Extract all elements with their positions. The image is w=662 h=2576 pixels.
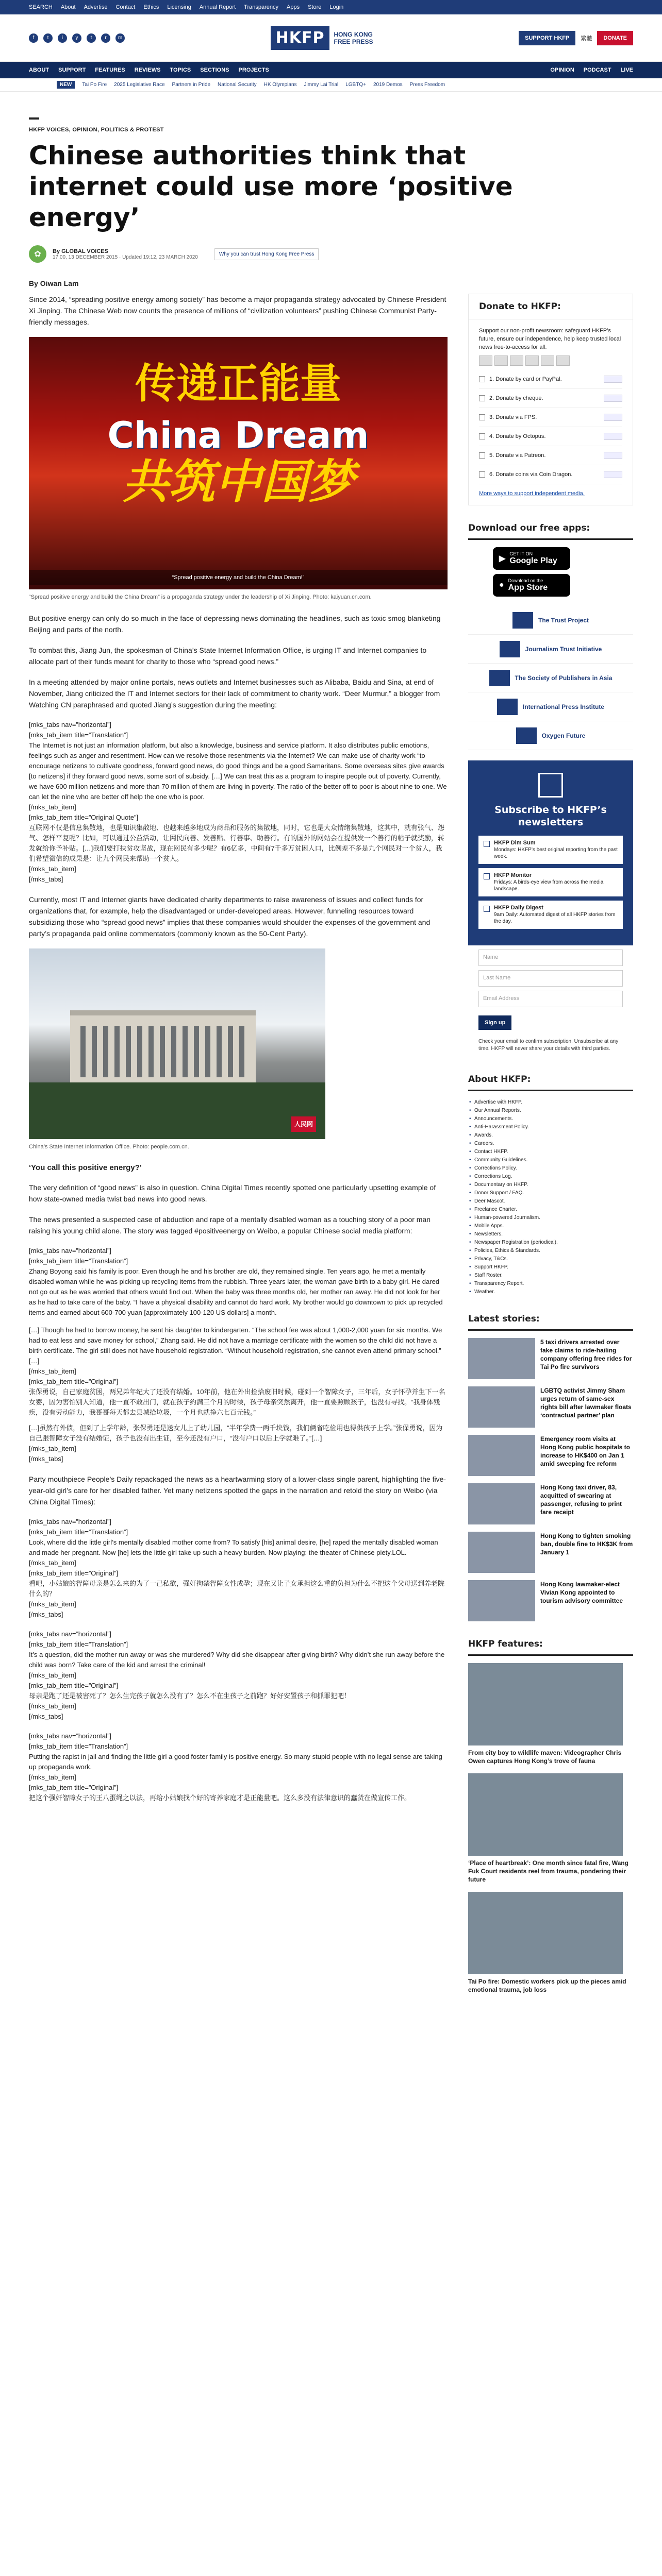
nav-reviews[interactable]: REVIEWS — [134, 67, 161, 73]
about-link[interactable]: • Newspaper Registration (periodical). — [468, 1239, 633, 1247]
trending-link[interactable]: HK Olympians — [263, 82, 297, 88]
checkbox-icon — [484, 841, 490, 847]
building-shape — [70, 1010, 256, 1093]
latest-title: Latest stories: — [468, 1309, 633, 1331]
masthead-actions — [519, 31, 633, 45]
topbar-contact[interactable]: Contact — [115, 4, 136, 10]
about-link[interactable]: • Privacy, T&Cs. — [468, 1255, 633, 1263]
trending-link[interactable]: LGBTQ+ — [345, 82, 366, 88]
shortcode-line: [mks_tabs nav=”horizontal”] — [29, 1630, 112, 1638]
newsletter-option-text — [494, 840, 618, 860]
shortcode-line: [mks_tab_item title=”Original”] — [29, 1378, 119, 1385]
apple-icon: ● — [499, 581, 504, 589]
newsletter-option-text — [494, 872, 618, 892]
newsletter-option[interactable] — [478, 836, 623, 864]
newsletter-option-text — [494, 905, 618, 925]
donate-option[interactable] — [479, 370, 622, 389]
story-thumbnail — [468, 1532, 535, 1573]
shortcode-line: [mks_tab_item title=”Translation”] — [29, 1528, 128, 1536]
oxygen-icon — [516, 727, 537, 744]
trending-link[interactable]: 2025 Legislative Race — [114, 82, 165, 88]
about-title: About HKFP: — [468, 1069, 633, 1091]
shortcode-line: [mks_tab_item title=”Original Quote”] — [29, 814, 139, 821]
social-links — [29, 33, 125, 43]
language-toggle[interactable]: 繁體 — [581, 35, 592, 42]
checkbox-icon — [479, 471, 485, 478]
donate-option[interactable] — [479, 427, 622, 446]
shortcode-line: [/mks_tab_item] — [29, 1773, 76, 1781]
feature-title: Tai Po fire: Domestic workers pick up the pieces amid emotional trauma, job loss — [468, 1978, 626, 1993]
quote-tabs-2 — [29, 1246, 448, 1464]
newsletter-box — [468, 760, 633, 945]
nav-podcast[interactable]: PODCAST — [583, 67, 611, 73]
app-store-text — [508, 578, 548, 592]
quote-original: […]虽然有外债，但到了上学年龄，张保勇还是送女儿上了幼儿园，“半年学费一两千块钱，我们俩省吃俭用也得供孩子上学。”张保勇说，因为自己跟智障女子没有结婚证，孩子也没有出生证，至今还没有户口，“没有户口以后上学就难了。”[…] — [29, 1424, 443, 1442]
trust-logo-label: The Society of Publishers in Asia — [515, 674, 613, 682]
trending-link[interactable]: 2019 Demos — [373, 82, 403, 88]
trust-logo[interactable] — [468, 664, 633, 692]
about-link[interactable]: • Newsletters. — [468, 1230, 633, 1239]
image-slogan-cn: 传递正能量 — [135, 360, 341, 408]
facebook-icon[interactable]: f — [29, 33, 38, 43]
email-field[interactable]: Email Address — [478, 991, 623, 1007]
topbar-search[interactable]: SEARCH — [29, 4, 53, 10]
quote-tabs-1 — [29, 720, 448, 885]
newsletter-option[interactable] — [478, 868, 623, 896]
youtube-icon[interactable]: y — [72, 33, 81, 43]
trending-bar — [0, 78, 662, 92]
quote-tabs-3 — [29, 1517, 448, 1620]
paragraph: Currently, most IT and Internet giants have dedicated charity departments to raise awareness of issues and collect funds for organizations that, for example, help the disadvantaged or under-developed areas. However, funneling resources toward subsidizing those who “spread good news” implies that these companies would shoulder the expenses of the government and party’s propaganda paid online commentators (commonly known as the 50-Cent Party). — [29, 895, 431, 938]
story-title: Emergency room visits at Hong Kong public hospitals to increase to HK$400 on Jan 1 amid sweeping fee reform — [540, 1435, 630, 1467]
trust-logo-label: Oxygen Future — [541, 732, 586, 739]
about-link[interactable]: • Announcements. — [468, 1115, 633, 1123]
checkbox-icon — [479, 414, 485, 420]
donate-option[interactable] — [479, 446, 622, 465]
feature-story[interactable] — [468, 1892, 633, 1994]
donate-option-label: 4. Donate by Octopus. — [489, 433, 546, 439]
latest-story[interactable] — [468, 1338, 633, 1379]
newsletter-desc: Mondays: HKFP’s best original reporting from the past week. — [494, 847, 618, 859]
topbar-licensing[interactable]: Licensing — [167, 4, 191, 10]
about-link[interactable]: • Documentary on HKFP. — [468, 1181, 633, 1189]
topbar-about[interactable]: About — [60, 4, 76, 10]
quote-original: 互联网不仅是信息集散地，也是知识集散地、也越来越多地成为商品和服务的集散地，同时，它也是大众情绪集散地，这其中，就有张气、怨气、怎样平复呢？比如，可以通过公益活动，让网民向善、发善贴、行善事、助善行。有的国外的网站会在提供发一个善行的帖子就奖励，转发就给你予补贴。[…]我们要打扶贫攻坚战，现在网民有多少呢？有6亿多，中间有7千多万贫困人口，比例差不多是九个网民对一个贫人，我们希望微信的成果是：让九个网民来帮助一个贫人。 — [29, 824, 445, 862]
app-store-badge[interactable] — [493, 574, 570, 597]
shortcode-line: [mks_tab_item title=”Translation”] — [29, 731, 128, 739]
topbar-annual-report[interactable]: Annual Report — [199, 4, 236, 10]
trust-logo[interactable] — [468, 692, 633, 721]
trust-logo-label: Journalism Trust Initiative — [525, 645, 602, 653]
play-icon: ▶ — [499, 554, 506, 563]
shortcode-line: [/mks_tab_item] — [29, 1367, 76, 1375]
donate-box — [468, 294, 633, 505]
feature-story[interactable] — [468, 1773, 633, 1884]
new-badge: NEW — [57, 81, 75, 89]
latest-story[interactable] — [468, 1435, 633, 1476]
newsletter-desc: Fridays: A birds-eye view from across the media landscape. — [494, 879, 604, 892]
support-button[interactable]: SUPPORT HKFP — [519, 31, 575, 45]
quote-translation: Zhang Boyong said his family is poor. Even though he and his brother are old, they remained single. Ten years ago, he met a mentally disabled woman while he was picking up recycling items from the rubbish. Three years later, the woman gave birth to a baby girl. He dared not go out as he was worried that others would find out. When the baby was three months old, her mother ran away. He did not look for her as he had to take care of the baby. “I have a physical disability and cannot do hard work. My brother would go downtown to pick up recycled items and earned about 600-700 yuan [approximately 100-120 US dollars] a month. — [29, 1267, 443, 1316]
latest-story[interactable] — [468, 1580, 633, 1621]
nav-projects[interactable]: PROJECTS — [238, 67, 269, 73]
paypal-icon — [525, 355, 539, 366]
sidebar — [468, 294, 633, 2002]
newsletter-desc: 9am Daily: Automated digest of all HKFP stories from the day. — [494, 912, 616, 924]
topbar-store[interactable]: Store — [308, 4, 322, 10]
donate-option[interactable] — [479, 408, 622, 427]
shortcode-line: [mks_tabs nav=”horizontal”] — [29, 1732, 112, 1740]
feature-title: From city boy to wildlife maven: Videographer Chris Owen captures Hong Kong’s trove of fauna — [468, 1749, 622, 1765]
newsletter-name: HKFP Dim Sum — [494, 840, 536, 846]
about-link[interactable]: • Support HKFP. — [468, 1263, 633, 1272]
donate-option[interactable] — [479, 465, 622, 484]
amex-icon — [510, 355, 523, 366]
top-utility-bar — [0, 0, 662, 14]
google-play-badge[interactable] — [493, 547, 570, 570]
newsletter-title: Subscribe to HKFP’s newsletters — [494, 804, 607, 828]
logo-text — [334, 31, 373, 45]
article-byline: By Oiwan Lam — [29, 279, 79, 287]
donate-option-label: 5. Donate via Patreon. — [489, 452, 546, 459]
shortcode-line: [/mks_tab_item] — [29, 1671, 76, 1679]
topbar-login[interactable]: Login — [329, 4, 344, 10]
about-link[interactable]: • Community Guidelines. — [468, 1156, 633, 1164]
nav-about[interactable]: ABOUT — [29, 67, 49, 73]
image-caption: China’s State Internet Information Office. Photo: people.com.cn. — [29, 1144, 189, 1150]
about-link[interactable]: • Advertise with HKFP. — [468, 1098, 633, 1107]
shortcode-line: [mks_tab_item title=”Original”] — [29, 1682, 119, 1689]
site-logo[interactable] — [271, 26, 373, 50]
nav-support[interactable]: SUPPORT — [58, 67, 86, 73]
name-field[interactable]: Name — [478, 950, 623, 966]
newsletter-note: Check your email to confirm subscription. Unsubscribe at any time. HKFP will never share your details with third parties. — [478, 1039, 619, 1052]
story-thumbnail — [468, 1435, 535, 1476]
shortcode-line: [/mks_tab_item] — [29, 803, 76, 811]
shortcode-line: [mks_tab_item title=”Translation”] — [29, 1742, 128, 1750]
trust-logo[interactable] — [468, 606, 633, 635]
trending-link[interactable]: Jimmy Lai Trial — [304, 82, 339, 88]
about-link[interactable]: • Careers. — [468, 1140, 633, 1148]
feature-image — [468, 1773, 623, 1856]
masthead — [0, 14, 662, 62]
jti-icon — [500, 641, 520, 657]
instagram-icon[interactable]: i — [58, 33, 67, 43]
payment-icon — [604, 452, 622, 459]
checkbox-icon — [479, 452, 485, 459]
topbar-apps[interactable]: Apps — [287, 4, 300, 10]
signup-button[interactable]: Sign up — [478, 1015, 511, 1030]
trust-logo[interactable] — [468, 635, 633, 664]
checkbox-icon — [484, 873, 490, 879]
content-layout — [0, 287, 662, 2002]
paragraph: Party mouthpiece People’s Daily repackaged the news as a heartwarming story of a lower-class single parent, highlighting the five-year-old girl’s care for her disabled father. Yet many netizens spotted the gaps in the narration and retold the story on Weibo (via China Digital Times): — [29, 1475, 446, 1506]
mastodon-icon[interactable]: m — [115, 33, 125, 43]
trust-logo-label: International Press Institute — [522, 703, 605, 710]
logo-mark: HKFP — [271, 26, 330, 50]
about-link[interactable]: • Anti-Harassment Policy. — [468, 1123, 633, 1131]
quote-translation: It’s a question, did the mother run away or was she murdered? Why did she disappear after giving birth? Why didn’t she run away before the child was born? Take care of the kid and arrest the criminal! — [29, 1651, 445, 1669]
about-link[interactable]: • Weather. — [468, 1288, 633, 1296]
more-ways-link[interactable]: More ways to support independent media. — [479, 490, 585, 497]
shortcode-line: [mks_tab_item title=”Translation”] — [29, 1640, 128, 1648]
feature-story[interactable] — [468, 1663, 633, 1765]
shortcode-line: [/mks_tabs] — [29, 1611, 63, 1618]
article-header — [0, 92, 662, 263]
shortcode-line: [mks_tab_item title=”Original”] — [29, 1569, 119, 1577]
newsletter-name: HKFP Daily Digest — [494, 905, 543, 911]
trending-link[interactable]: Partners in Pride — [172, 82, 211, 88]
telegram-icon[interactable]: t — [87, 33, 96, 43]
author-name[interactable]: By GLOBAL VOICES — [53, 248, 108, 255]
article-body — [29, 294, 448, 2002]
paragraph: Since 2014, “spreading positive energy among society” has become a major propaganda strategy advocated by Chinese President Xi Jinping. The Chinese Web now counts the presence of millions of “civilization volunteers” pushing Chinese Communist Party-friendly messages. — [29, 295, 446, 326]
donate-intro: Support our non-profit newsroom: safeguard HKFP’s future, ensure our independence, help keep trusted local news free-to-access for all. — [479, 328, 621, 350]
trust-link[interactable]: Why you can trust Hong Kong Free Press — [214, 248, 319, 260]
section-heading: ‘You call this positive energy?’ — [29, 1163, 142, 1172]
paragraph: The very definition of “good news” is also in question. China Digital Times recently spotted one particularly upsetting example of how state-owned media twist bad news into good news. — [29, 1183, 436, 1203]
about-link[interactable]: • Deer Mascot. — [468, 1197, 633, 1206]
state-office-photo — [29, 948, 325, 1139]
kicker-rule — [29, 117, 39, 120]
topbar-advertise[interactable]: Advertise — [84, 4, 108, 10]
shortcode-line: [/mks_tab_item] — [29, 1445, 76, 1452]
trust-logos — [468, 606, 633, 750]
quote-original: 把这个强奸智障女子的王八蛋绳之以法，再给小姑娘找个好的寄养家庭才是正能量吧。这么多没有法律意识的蠢货在做宣传工作。 — [29, 1794, 411, 1802]
nav-opinion[interactable]: OPINION — [550, 67, 574, 73]
paragraph: The news presented a suspected case of abduction and rape of a mentally disabled woman as a touching story of a poor man raising his young child alone. The story was tagged #positiveenergy on Weibo, a popular Chinese social media platform: — [29, 1215, 431, 1235]
shortcode-line: [mks_tab_item title=”Translation”] — [29, 1257, 128, 1265]
story-title: LGBTQ activist Jimmy Sham urges return of same-sex rights bill after lawmaker floats ‘contractual partner’ plan — [540, 1387, 632, 1419]
about-link[interactable]: • Our Annual Reports. — [468, 1107, 633, 1115]
payment-icon — [604, 376, 622, 383]
features-title: HKFP features: — [468, 1634, 633, 1656]
author-block — [53, 248, 198, 260]
about-link[interactable]: • Corrections Log. — [468, 1173, 633, 1181]
about-link[interactable]: • Contact HKFP. — [468, 1148, 633, 1156]
trending-link[interactable]: Tai Po Fire — [82, 82, 107, 88]
about-link[interactable]: • Corrections Policy. — [468, 1164, 633, 1173]
story-title: 5 taxi drivers arrested over fake claims to ride-hailing company offering free rides for Tai Po fire survivors — [540, 1338, 632, 1370]
badge-small-text: GET IT ON — [509, 551, 533, 556]
donate-button[interactable]: DONATE — [597, 31, 633, 45]
nav-features[interactable]: FEATURES — [95, 67, 125, 73]
quote-original: 母亲是跑了还是被害死了？怎么生完孩子就怎么没有了？怎么不在生孩子之前跑？好好安置孩子和抓罪犯吧！ — [29, 1692, 351, 1700]
shortcode-line: [/mks_tabs] — [29, 1713, 63, 1720]
shortcode-line: [/mks_tabs] — [29, 1455, 63, 1463]
checkbox-icon — [479, 376, 485, 382]
donate-option[interactable] — [479, 389, 622, 408]
author-avatar: ✿ — [29, 245, 46, 263]
about-link[interactable]: • Staff Roster. — [468, 1272, 633, 1280]
story-title: Hong Kong to tighten smoking ban, double fine to HK$3K from January 1 — [540, 1532, 633, 1556]
topbar-transparency[interactable]: Transparency — [244, 4, 278, 10]
latest-story[interactable] — [468, 1483, 633, 1524]
story-title: Hong Kong lawmaker-elect Vivian Kong appointed to tourism advisory committee — [540, 1581, 623, 1604]
trending-link[interactable]: National Security — [218, 82, 257, 88]
donate-option-label: 2. Donate by cheque. — [489, 395, 543, 401]
logo-line-2: FREE PRESS — [334, 38, 373, 45]
quote-original: 张保勇说，自己家庭贫困，两兄弟年纪大了还没有结婚。10年前，他在外出捡拾废旧时候，碰到一个智障女子，三年后，女子怀孕并生下一名女婴，因为害怕别人知道，他一直不敢出门，就在孩子约满三个月的时候，孩子母亲突然离开，他一直要照顾孩子，也没有寻找。“我身体残疾，没有劳动能力，我哥哥每天都去县城拾垃圾，一个月也就挣六七百元钱。” — [29, 1388, 445, 1416]
article-title: Chinese authorities think that internet could use more ‘positive energy’ — [29, 141, 513, 232]
about-link[interactable]: • Transparency Report. — [468, 1280, 633, 1288]
payment-logos — [479, 355, 622, 366]
trust-project-icon — [512, 612, 533, 629]
badge-large-text: App Store — [508, 583, 548, 592]
twitter-icon[interactable]: t — [43, 33, 53, 43]
story-thumbnail — [468, 1580, 535, 1621]
payment-icon — [604, 395, 622, 402]
payment-icon — [604, 433, 622, 440]
feature-title: ‘Place of heartbreak’: One month since fatal fire, Wang Fuk Court residents reel from trauma, pondering their future — [468, 1859, 628, 1883]
newsletter-option[interactable] — [478, 901, 623, 929]
trending-link[interactable]: Press Freedom — [409, 82, 445, 88]
quote-translation: Look, where did the little girl’s mentally disabled mother come from? To satisfy [his] animal desire, [he] raped the mentally disabled woman and made her pregnant. Now [he] lets the little girl take up such a heavy burden. Now playing: the theater of Chinese piety.LOL. — [29, 1538, 438, 1556]
shortcode-line: [mks_tabs nav=”horizontal”] — [29, 1518, 112, 1526]
about-link[interactable]: • Policies, Ethics & Standards. — [468, 1247, 633, 1255]
latest-story[interactable] — [468, 1386, 633, 1428]
image-caption: “Spread positive energy and build the China Dream” is a propaganda strategy under the leadership of Xi Jinping. Photo: kaiyuan.cn.com. — [29, 594, 372, 600]
story-thumbnail — [468, 1483, 535, 1524]
quote-translation: The Internet is not just an information platform, but also a knowledge, business and service platform. It also distributes public emotions, feelings such as anger and resentment. How can we resolve those resentments via the Internet? We can make use of charity work “to encourage netizens to cultivate goodness, forward good news, do good things and be a good Samaritans. Some overseas sites give awards [to netizens] if they forward good news, some sort of subsidy. […] We can treat this as a program to inspire people out of poverty. Currently, we have 600 million netizens and more than 70 million of them are living in poverty. The ratio of the better off to poor is about nine to one. We can let the nine who are better off help the one who is poor. — [29, 741, 447, 801]
donate-body — [469, 319, 633, 505]
google-play-text — [509, 551, 557, 566]
feature-image — [468, 1663, 623, 1745]
topbar-ethics[interactable]: Ethics — [143, 4, 159, 10]
donate-option-label: 3. Donate via FPS. — [489, 414, 537, 420]
envelope-icon — [538, 773, 563, 798]
story-thumbnail — [468, 1338, 535, 1379]
checkbox-icon — [484, 906, 490, 912]
about-link[interactable]: • Human-powered Journalism. — [468, 1214, 633, 1222]
propaganda-image — [29, 337, 448, 589]
photo-watermark: 人民网 — [291, 1116, 316, 1132]
story-title: Hong Kong taxi driver, 83, acquitted of swearing at passenger, refusing to print fare receipt — [540, 1484, 622, 1516]
paragraph: In a meeting attended by major online portals, news outlets and Internet businesses such as Alibaba, Baidu and Sina, at end of November, Jiang criticized the IT and Internet sectors for their lack of commitment to charity work. “Deer Murmur,” a blogger from Watching CN paraphrased and quoted Jiang’s suggestion during the meeting: — [29, 678, 440, 709]
quote-original: 看吧，小姑娘的智障母亲是怎么来的为了一己私欲，强奸拘禁智障女性成孕；现在又让子女承担这么重的负担为什么不把这个父母送到养老院什么的？ — [29, 1580, 445, 1598]
shortcode-line: [mks_tabs nav=”horizontal”] — [29, 721, 112, 728]
about-link[interactable]: • Freelance Charter. — [468, 1206, 633, 1214]
payment-icon — [604, 414, 622, 421]
donate-title: Donate to HKFP: — [469, 294, 633, 319]
rss-icon[interactable]: r — [101, 33, 110, 43]
paragraph: To combat this, Jiang Jun, the spokesman of China’s State Internet Information Office, is urging IT and Internet companies to allocate part of their funds meant for charity to those who “spread good news.” — [29, 646, 427, 666]
trees-shape — [29, 1082, 325, 1139]
shortcode-line: [mks_tabs nav=”horizontal”] — [29, 1247, 112, 1255]
fps-icon — [541, 355, 554, 366]
quote-translation: Putting the rapist in jail and finding the little girl a good foster family is positive energy. So many stupid people with no legal sense are taking up propaganda work. — [29, 1753, 442, 1771]
about-link[interactable]: • Donor Support / FAQ. — [468, 1189, 633, 1197]
checkbox-icon — [479, 433, 485, 439]
newsletter-name: HKFP Monitor — [494, 872, 532, 878]
last-name-field[interactable]: Last Name — [478, 970, 623, 987]
image-slogan-cn-2: 共筑中国梦 — [122, 454, 354, 509]
image-banner-text: “Spread positive energy and build the China Dream!” — [29, 570, 448, 585]
apps-title: Download our free apps: — [468, 518, 633, 540]
trust-logo-label: The Trust Project — [538, 616, 589, 624]
nav-sections[interactable]: SECTIONS — [200, 67, 229, 73]
nav-topics[interactable]: TOPICS — [170, 67, 191, 73]
shortcode-line: [/mks_tab_item] — [29, 1559, 76, 1567]
story-thumbnail — [468, 1386, 535, 1428]
payment-icon — [604, 471, 622, 478]
paragraph: But positive energy can only do so much in the face of depressing news dominating the headlines, such as toxic smog blanketing Beijing and parts of the north. — [29, 614, 441, 634]
nav-live[interactable]: LIVE — [620, 67, 633, 73]
image-slogan-en: China Dream — [107, 414, 369, 456]
article-meta — [29, 245, 633, 263]
shortcode-line: [/mks_tabs] — [29, 875, 63, 883]
about-list — [468, 1098, 633, 1296]
logo-line-1: HONG KONG — [334, 30, 373, 38]
shortcode-line: [mks_tab_item title=”Original”] — [29, 1784, 119, 1791]
sopa-icon — [489, 670, 510, 686]
ipi-icon — [497, 699, 518, 715]
trust-logo[interactable] — [468, 721, 633, 750]
latest-story[interactable] — [468, 1532, 633, 1573]
publish-date: 17:00, 13 DECEMBER 2015 · Updated 19:12, 23 MARCH 2020 — [53, 254, 198, 260]
octopus-icon — [556, 355, 570, 366]
badge-small-text: Download on the — [508, 578, 543, 583]
badge-large-text: Google Play — [509, 556, 557, 565]
feature-image — [468, 1892, 623, 1974]
donate-option-label: 6. Donate coins via Coin Dragon. — [489, 471, 573, 478]
donate-option-label: 1. Donate by card or PayPal. — [489, 376, 562, 382]
shortcode-line: [/mks_tab_item] — [29, 1600, 76, 1608]
main-nav — [0, 62, 662, 78]
article-categories[interactable]: HKFP VOICES, OPINION, POLITICS & PROTEST — [29, 127, 164, 133]
shortcode-line: [/mks_tab_item] — [29, 1702, 76, 1710]
shortcode-line: [/mks_tab_item] — [29, 865, 76, 873]
about-link[interactable]: • Mobile Apps. — [468, 1222, 633, 1230]
quote-tabs-4 — [29, 1629, 448, 1722]
mastercard-icon — [494, 355, 508, 366]
quote-tabs-5 — [29, 1731, 448, 1803]
about-link[interactable]: • Awards. — [468, 1131, 633, 1140]
visa-icon — [479, 355, 492, 366]
checkbox-icon — [479, 395, 485, 401]
quote-translation: […] Though he had to borrow money, he sent his daughter to kindergarten. “The school fee was about 1,000-2,000 yuan for six months. We had to eat less and save money for school,” Zhang said. He did not have a marriage certificate with the women so the child did not have a birth certificate. The girl still does not have household registration. “Without household registration, she cannot even attend primary school.” […] — [29, 1326, 442, 1365]
